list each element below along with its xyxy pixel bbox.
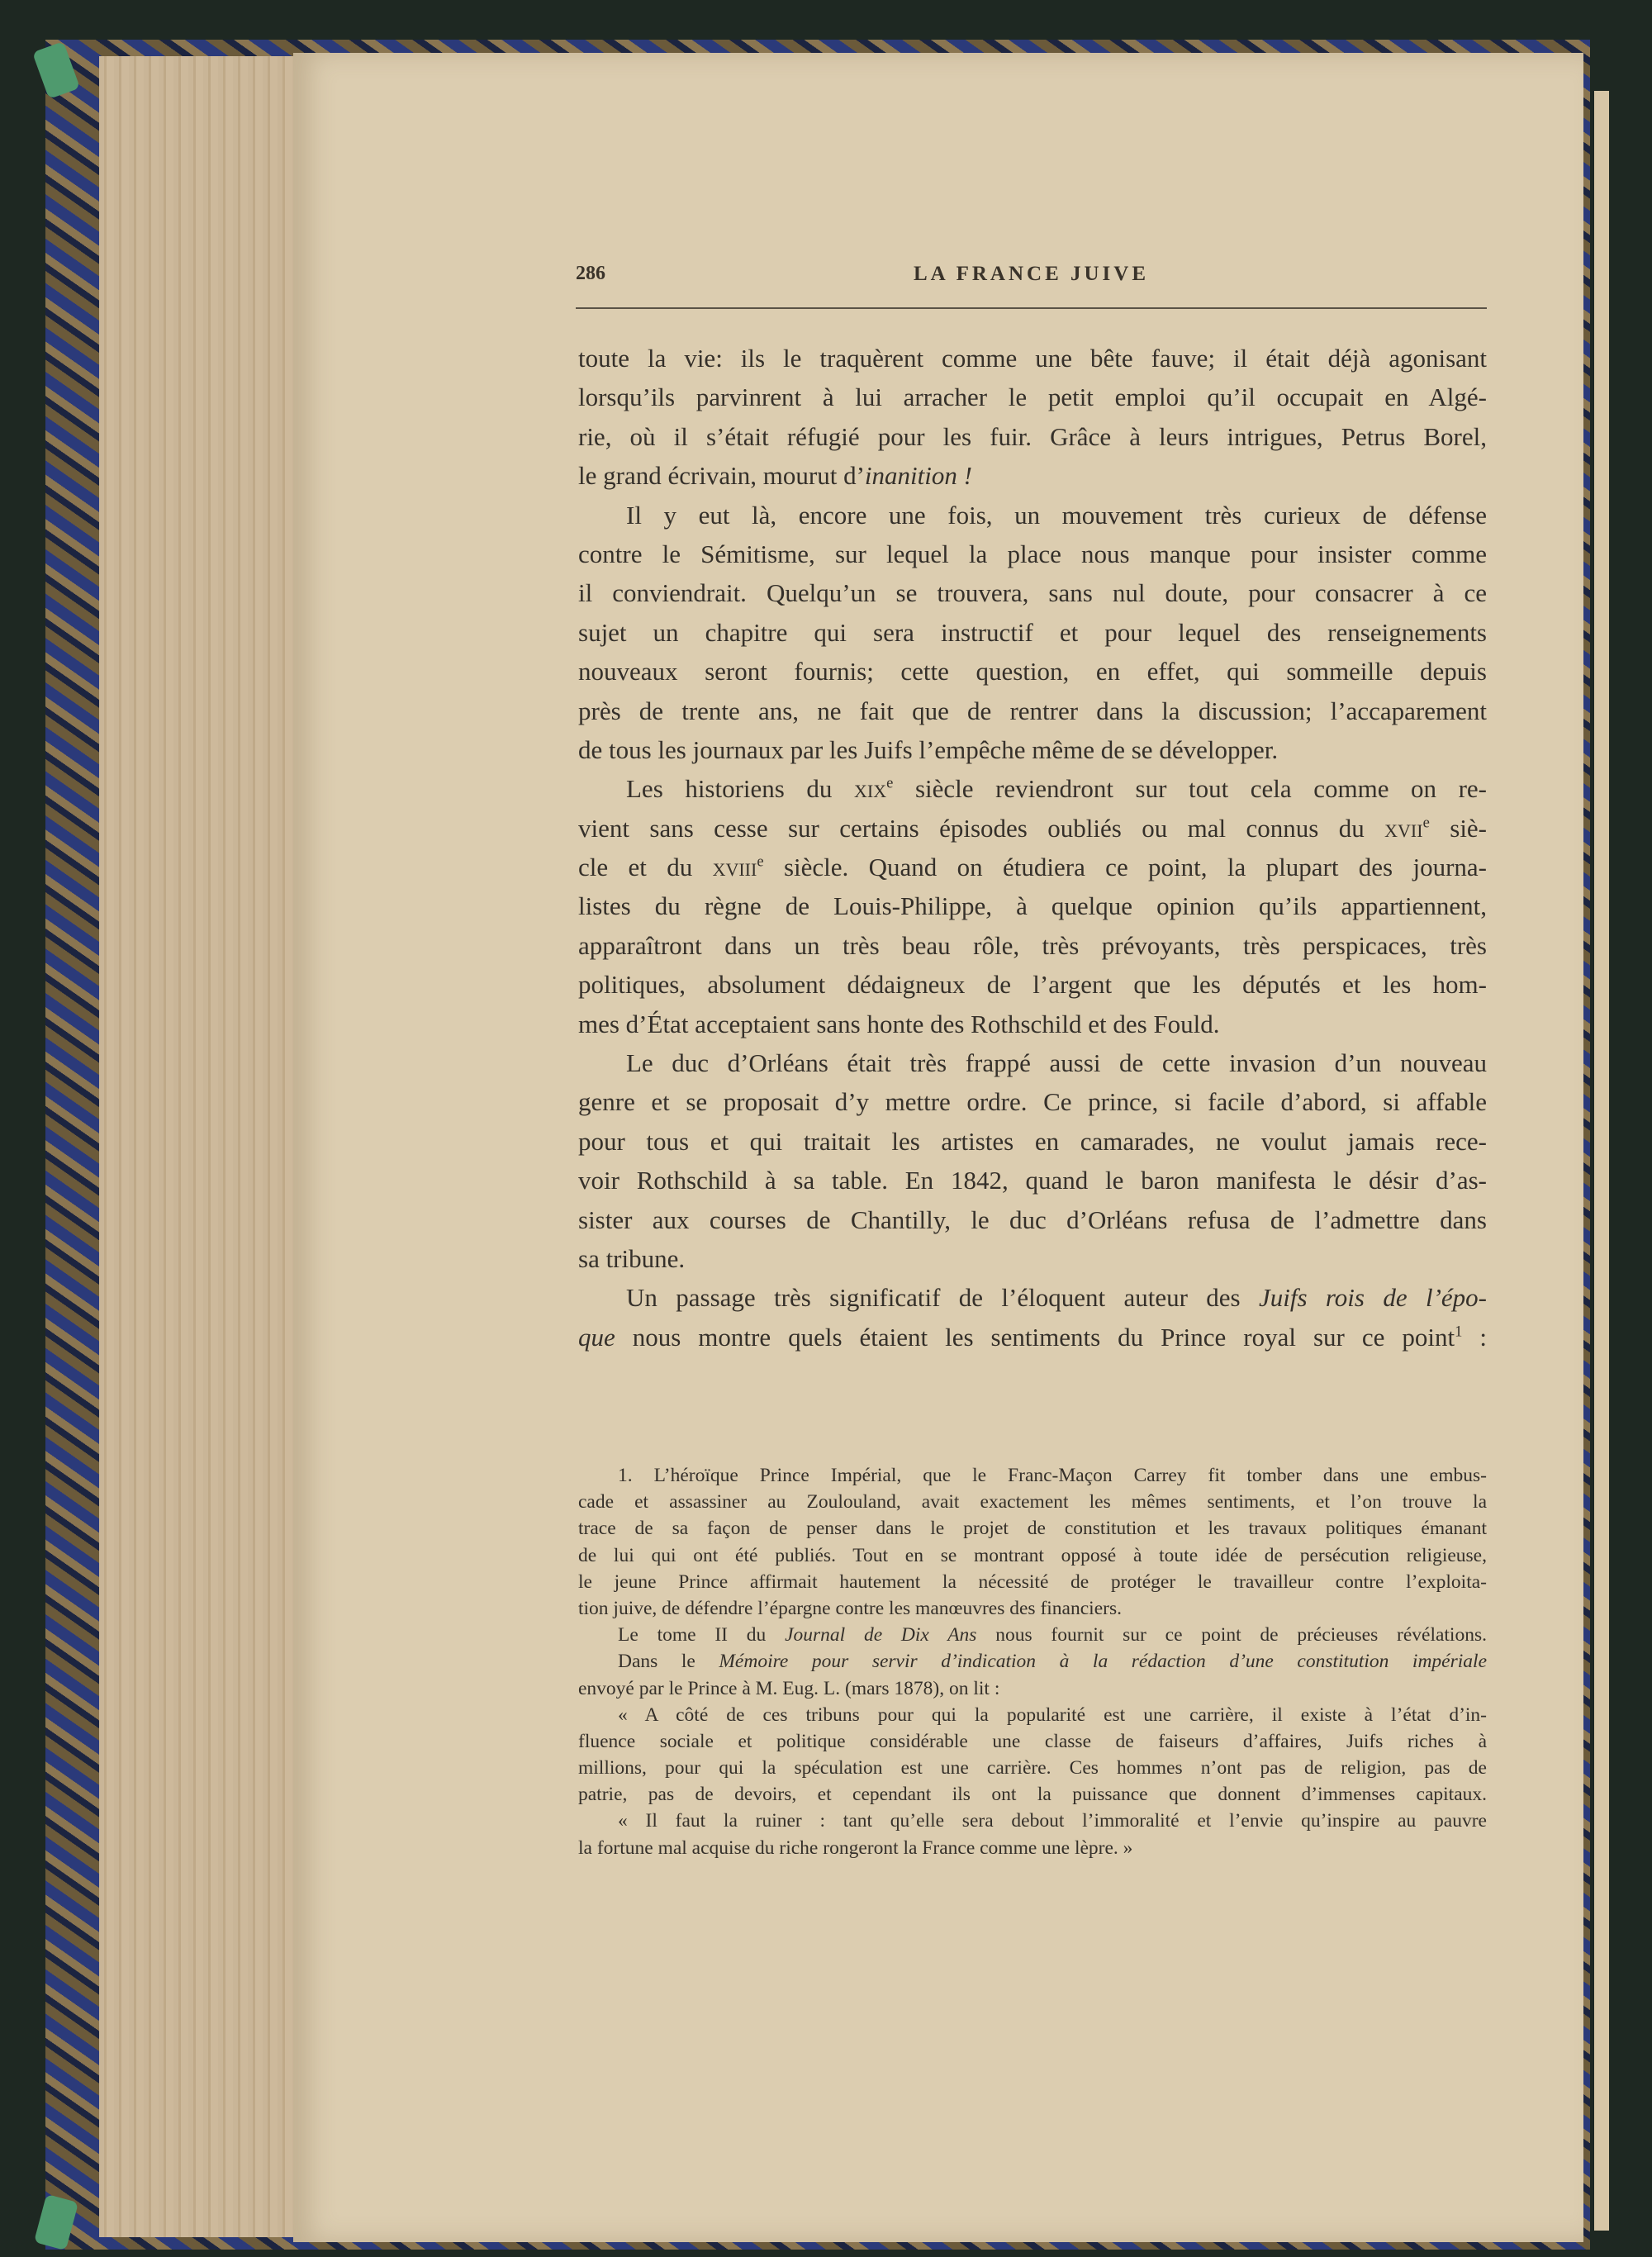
text-run: de tous les journaux par les Juifs l’empêche même de se développer. <box>578 734 1279 764</box>
footnote-line <box>578 1728 1487 1755</box>
text-line <box>578 1043 1487 1082</box>
text-line <box>578 1082 1487 1121</box>
footnote-line <box>578 1648 1487 1675</box>
text-line <box>578 1005 1487 1043</box>
running-title: LA FRANCE JUIVE <box>913 263 1150 285</box>
text-line <box>578 965 1487 1004</box>
text-run: il conviendrait. Quelqu’un se trouvera, sans nul doute, pour consacrer à ce <box>578 578 1487 608</box>
text-run: « A côté de ces tribuns pour qui la popularité est une carrière, il existe à l’état d’in- <box>618 1703 1487 1726</box>
footnote-line <box>578 1542 1487 1569</box>
text-run: toute la vie: ils le traquèrent comme une bête fauve; il était déjà agonisant <box>578 344 1487 373</box>
footnote-line <box>578 1489 1487 1515</box>
text-line <box>578 496 1487 535</box>
text-run: siècle. Quand on étudiera ce point, la plupart des journa- <box>763 853 1487 882</box>
page-stack-edges <box>99 56 297 2237</box>
italic-text: Journal de Dix Ans <box>785 1624 977 1646</box>
text-line <box>578 691 1487 730</box>
text-run: cle et du <box>578 853 713 882</box>
text-line <box>578 378 1487 416</box>
text-run: Le duc d’Orléans était très frappé aussi de cette invasion d’un nouveau <box>626 1048 1487 1078</box>
text-run: nous fournit sur ce point de précieuses révélations. <box>976 1624 1487 1646</box>
italic-text: que <box>578 1322 615 1352</box>
text-run: pour tous et qui traitait les artistes en camarades, ne voulut jamais rece- <box>578 1126 1487 1156</box>
text-run: siè- <box>1429 813 1488 843</box>
text-run: 1. L’héroïque Prince Impérial, que le Franc-Maçon Carrey fit tomber dans une embus- <box>618 1465 1487 1486</box>
text-line <box>578 730 1487 769</box>
text-run: sa tribune. <box>578 1243 686 1273</box>
text-line <box>578 848 1487 886</box>
text-run: contre le Sémitisme, sur lequel la place nous manque pour insister comme <box>578 539 1487 568</box>
footnote-line <box>578 1755 1487 1781</box>
text-line <box>578 652 1487 691</box>
footnote-line <box>578 1835 1487 1861</box>
text-run: Les historiens du <box>626 774 854 804</box>
footnote-line <box>578 1569 1487 1595</box>
text-run: nous montre quels étaient les sentiments du Prince royal sur ce point <box>615 1322 1455 1352</box>
text-run: millions, pour qui la spéculation est une carrière. Ces hommes n’ont pas de religion, pas de <box>578 1757 1487 1779</box>
text-run: mes d’État acceptaient sans honte des Rothschild et des Fould. <box>578 1009 1220 1038</box>
text-run: : <box>1462 1322 1487 1352</box>
text-run: le jeune Prince affirmait hautement la nécessité de protéger le travailleur contre l’exploita- <box>578 1570 1487 1593</box>
text-line <box>578 417 1487 456</box>
text-run: xix <box>854 774 887 804</box>
text-run: tion juive, de défendre l’épargne contre les manœuvres des financiers. <box>578 1597 1122 1619</box>
text-run: trace de sa façon de penser dans le projet de constitution et les travaux politiques émanant <box>578 1518 1487 1540</box>
footnotes <box>578 1462 1487 1861</box>
text-line <box>578 809 1487 848</box>
text-line <box>578 339 1487 378</box>
text-run: genre et se proposait d’y mettre ordre. Ce prince, si facile d’abord, si affable <box>578 1087 1487 1117</box>
footnote-line <box>578 1595 1487 1622</box>
text-run: politiques, absolument dédaigneux de l’argent que les députés et les hom- <box>578 970 1487 1000</box>
text-run: près de trente ans, ne fait que de rentrer dans la discussion; l’accaparement <box>578 696 1487 725</box>
text-line <box>578 1239 1487 1278</box>
footnote-line <box>578 1622 1487 1648</box>
text-run: sujet un chapitre qui sera instructif et pour lequel des renseignements <box>578 617 1487 647</box>
footnote-line <box>578 1675 1487 1702</box>
text-line <box>578 535 1487 573</box>
text-run: vient sans cesse sur certains épisodes oubliés ou mal connus du <box>578 813 1385 843</box>
main-text <box>578 339 1487 1357</box>
footnote-line <box>578 1781 1487 1808</box>
italic-text: Mémoire pour servir d’indication à la rédaction d’une constitution impériale <box>719 1651 1487 1673</box>
text-line <box>578 1161 1487 1200</box>
running-header <box>576 263 1487 287</box>
text-run: patrie, pas de devoirs, et cependant ils ont la puissance que donnent d’immenses capitaux. <box>578 1784 1487 1806</box>
superscript: e <box>886 774 894 792</box>
text-run: lorsqu’ils parvinrent à lui arracher le petit emploi qu’il occupait en Algé- <box>578 383 1487 412</box>
header-rule <box>576 307 1487 309</box>
footnote-line <box>578 1808 1487 1834</box>
text-line <box>578 926 1487 965</box>
text-run: sister aux courses de Chantilly, le duc d’Orléans refusa de l’admettre dans <box>578 1205 1487 1234</box>
text-run: siècle reviendront sur tout cela comme on re- <box>893 774 1487 804</box>
text-run: Il y eut là, encore une fois, un mouvement très curieux de défense <box>626 500 1487 530</box>
text-line <box>578 1122 1487 1161</box>
text-run: xviii <box>712 853 757 882</box>
text-run: envoyé par le Prince à M. Eug. L. (mars 1878), on lit : <box>578 1677 1000 1699</box>
text-run: xvii <box>1384 813 1423 843</box>
text-run: la fortune mal acquise du riche rongeront la France comme une lèpre. » <box>578 1836 1133 1859</box>
superscript: e <box>1422 814 1430 832</box>
text-run: rie, où il s’était réfugié pour les fuir. Grâce à leurs intrigues, Petrus Borel, <box>578 421 1487 451</box>
text-line <box>578 1200 1487 1239</box>
text-run: Le tome II du <box>618 1624 786 1646</box>
footnote-line <box>578 1515 1487 1542</box>
text-run: fluence sociale et politique considérable une classe de faiseurs d’affaires, Juifs riches à <box>578 1730 1487 1752</box>
text-run: Dans le <box>618 1651 719 1673</box>
facing-page-edge <box>1594 91 1609 2231</box>
text-run: voir Rothschild à sa table. En 1842, quand le baron manifesta le désir d’as- <box>578 1166 1487 1195</box>
text-line <box>578 1278 1487 1317</box>
text-run: le grand écrivain, mourut d’ <box>578 461 865 491</box>
page-number: 286 <box>576 263 605 284</box>
superscript: e <box>757 853 764 871</box>
footnote-line <box>578 1462 1487 1489</box>
text-line <box>578 573 1487 612</box>
italic-text: Juifs rois de l’épo- <box>1258 1283 1487 1313</box>
text-run: Un passage très significatif de l’éloquent auteur des <box>626 1283 1259 1313</box>
text-line <box>578 886 1487 925</box>
text-run: listes du règne de Louis-Philippe, à quelque opinion qu’ils appartiennent, <box>578 891 1487 921</box>
text-run: de lui qui ont été publiés. Tout en se montrant opposé à toute idée de persécution religieuse, <box>578 1544 1487 1566</box>
superscript: 1 <box>1455 1323 1463 1341</box>
text-run: cade et assassiner au Zoulouland, avait exactement les mêmes sentiments, et l’on trouve la <box>578 1491 1487 1513</box>
text-run: apparaîtront dans un très beau rôle, très prévoyants, très perspicaces, très <box>578 930 1487 960</box>
text-line <box>578 1318 1487 1357</box>
italic-text: inanition ! <box>864 461 972 491</box>
text-run: nouveaux seront fournis; cette question, en effet, qui sommeille depuis <box>578 657 1487 687</box>
text-line <box>578 613 1487 652</box>
text-line <box>578 769 1487 808</box>
text-run: « Il faut la ruiner : tant qu’elle sera debout l’immoralité et l’envie qu’inspire au pauvre <box>618 1810 1487 1832</box>
text-line <box>578 456 1487 495</box>
footnote-line <box>578 1702 1487 1728</box>
